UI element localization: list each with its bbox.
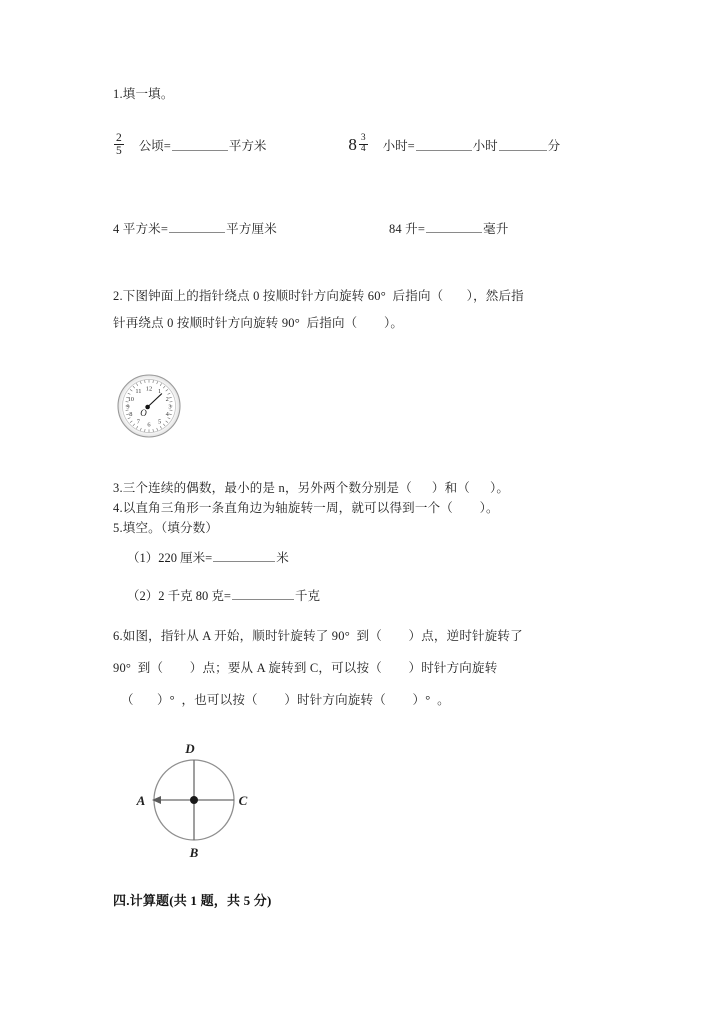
q1-unit-square-centimeter: 平方厘米 bbox=[226, 222, 277, 236]
svg-text:11: 11 bbox=[135, 388, 142, 396]
q1-label-square-meter: 4 平方米= bbox=[113, 222, 169, 236]
svg-text:2: 2 bbox=[165, 395, 169, 403]
label-d: D bbox=[185, 741, 195, 756]
question-6-line-1: 6.如图，指针从 A 开始，顺时针旋转了 90° 到（ ）点，逆时针旋转了 bbox=[113, 629, 523, 643]
clock-figure bbox=[113, 370, 185, 442]
label-c: C bbox=[238, 793, 248, 808]
fraction-three-fourths: $\frac{3}{4}$ bbox=[360, 132, 366, 154]
question-6-line-2: 90° 到（ ）点；要从 A 旋转到 C，可以按（ ）时针方向旋转 bbox=[113, 661, 498, 675]
svg-text:9: 9 bbox=[126, 403, 130, 411]
question-2-line-2: 针再绕点 0 按顺时针方向旋转 90° 后指向（ ）。 bbox=[113, 316, 404, 330]
svg-text:4: 4 bbox=[165, 411, 169, 418]
svg-text:3: 3 bbox=[168, 403, 172, 411]
svg-text:10: 10 bbox=[127, 395, 134, 403]
label-b: B bbox=[189, 845, 199, 860]
q1-unit-hour: 小时 bbox=[472, 138, 498, 153]
q1-unit-square-meter: 平方米 bbox=[228, 138, 267, 153]
question-1-row-1 bbox=[113, 132, 560, 157]
q1-unit-minute: 分 bbox=[547, 138, 561, 153]
q1-item-hectare bbox=[113, 132, 266, 157]
section-heading-calculation: 四.计算题(共 1 题，共 5 分) bbox=[113, 893, 272, 908]
question-2-line-1: 2.下图钟面上的指针绕点 0 按顺时针方向旋转 60° 后指向（ ），然后指 bbox=[113, 289, 524, 303]
q1-label-liter: 84 升= bbox=[388, 222, 426, 236]
clock-center-label: O bbox=[140, 408, 147, 418]
q1-unit-milliliter: 毫升 bbox=[483, 222, 509, 236]
answer-blank[interactable] bbox=[232, 588, 294, 600]
mixed-number-whole: 8 bbox=[348, 135, 357, 155]
fraction-two-fifths: $\frac{2}{5}$ bbox=[116, 131, 122, 157]
question-5-item-2 bbox=[127, 586, 607, 606]
left-arrowhead bbox=[152, 796, 161, 804]
svg-text:6: 6 bbox=[147, 421, 151, 429]
answer-blank[interactable] bbox=[169, 221, 225, 233]
q5-item-2-unit: 千克 bbox=[294, 589, 320, 603]
svg-text:5: 5 bbox=[157, 418, 162, 426]
circle-figure bbox=[119, 736, 269, 866]
question-6-line-3: （ ）° ，也可以按（ ）时针方向旋转（ ）° 。 bbox=[121, 693, 450, 707]
q5-item-1-unit: 米 bbox=[276, 551, 289, 565]
question-5-heading: 5.填空。（填分数） bbox=[113, 521, 219, 535]
label-a: A bbox=[136, 793, 146, 808]
question-6 bbox=[113, 626, 613, 710]
q1-label-hour: 小时= bbox=[382, 138, 415, 153]
q5-item-1-label: （1）220 厘米= bbox=[127, 551, 213, 565]
q1-item-hours bbox=[348, 134, 560, 155]
question-2 bbox=[113, 286, 613, 333]
answer-blank[interactable] bbox=[416, 139, 472, 151]
answer-blank[interactable] bbox=[213, 550, 275, 562]
questions-3-4-5 bbox=[113, 478, 613, 538]
answer-blank[interactable] bbox=[499, 139, 547, 151]
question-1-row-2 bbox=[113, 219, 509, 239]
answer-blank[interactable] bbox=[426, 221, 482, 233]
svg-text:8: 8 bbox=[129, 411, 133, 418]
answer-blank[interactable] bbox=[172, 139, 228, 151]
question-4: 4.以直角三角形一条直角边为轴旋转一周，就可以得到一个（ ）。 bbox=[113, 501, 499, 515]
svg-text:1: 1 bbox=[157, 388, 162, 396]
question-5-item-1 bbox=[127, 548, 607, 568]
circle-center-dot bbox=[190, 796, 198, 804]
question-3: 3.三个连续的偶数，最小的是 n，另外两个数分别是（ ）和（ ）。 bbox=[113, 481, 510, 495]
question-1-heading: 1.填一填。 bbox=[113, 87, 174, 101]
question-5-items bbox=[127, 548, 607, 606]
svg-text:7: 7 bbox=[136, 418, 141, 426]
q1-label-hectare: 公顷= bbox=[138, 138, 171, 153]
svg-text:12: 12 bbox=[145, 385, 153, 393]
q5-item-2-label: （2）2 千克 80 克= bbox=[127, 589, 231, 603]
